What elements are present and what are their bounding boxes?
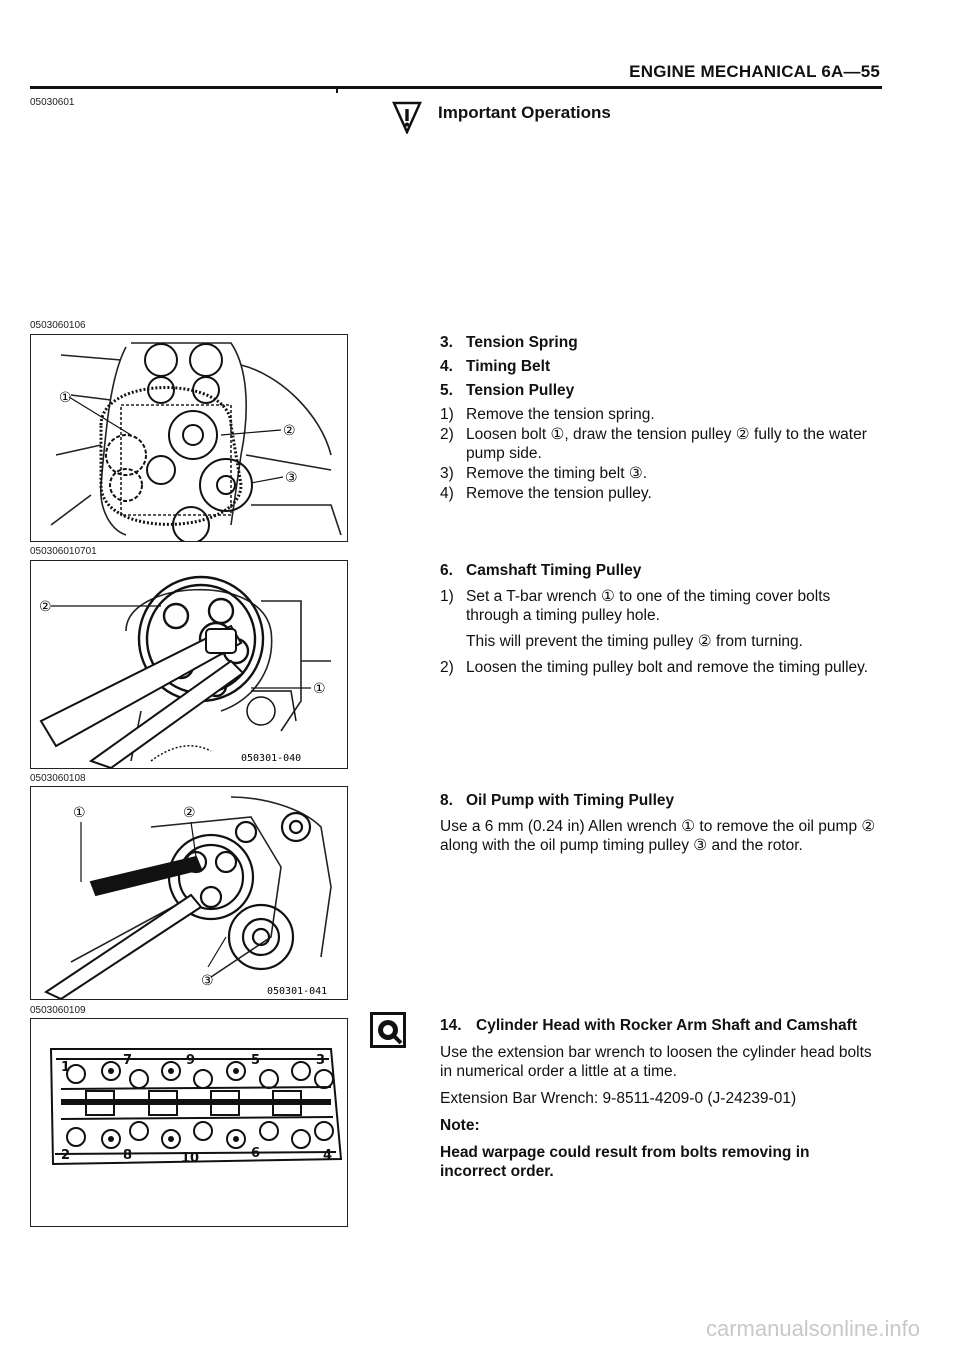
heading-tension-pulley: 5. Tension Pulley xyxy=(440,382,575,399)
figure-code: 050306010701 xyxy=(30,546,97,557)
figure-code: 0503060109 xyxy=(30,1005,86,1016)
figure-code: 0503060106 xyxy=(30,320,86,331)
oil-pump-section xyxy=(440,791,880,860)
step: 4) Remove the tension pulley. xyxy=(440,485,652,502)
step: 1) Set a T-bar wrench ① to one of the timing cover bolts through a timing pulley hole. xyxy=(440,588,831,624)
step-note: This will prevent the timing pulley ② from turning. xyxy=(466,633,803,650)
bolt-order-label: 8 xyxy=(123,1148,133,1163)
callout-2: ② xyxy=(183,805,196,821)
tool-spec: Extension Bar Wrench: 9-8511-4209-0 (J-24239-01) xyxy=(440,1090,797,1107)
bolt-order-label: 6 xyxy=(251,1146,261,1161)
bolt-order-label: 7 xyxy=(123,1053,133,1068)
page-header-title: ENGINE MECHANICAL 6A—55 xyxy=(629,62,880,81)
bolt-order-label: 1 xyxy=(61,1060,71,1075)
heading-oil-pump: 8. Oil Pump with Timing Pulley xyxy=(440,792,675,809)
watermark: carmanualsonline.info xyxy=(705,1316,920,1341)
bolt-order-label: 4 xyxy=(323,1148,333,1163)
callout-3: ③ xyxy=(201,973,214,989)
note-text: Head warpage could result from bolts removing in incorrect order. xyxy=(440,1144,810,1180)
figure-camshaft-pulley xyxy=(30,560,348,769)
heading-timing-belt: 4. Timing Belt xyxy=(440,358,551,375)
figure-label: 050301-041 xyxy=(267,986,328,997)
section-title: Important Operations xyxy=(438,103,611,122)
header-rule xyxy=(30,86,882,89)
bolt-order-label: 9 xyxy=(186,1053,196,1068)
heading-camshaft-timing-pulley: 6. Camshaft Timing Pulley xyxy=(440,562,642,579)
cylinder-head-section xyxy=(440,1016,880,1186)
heading-tension-spring: 3. Tension Spring xyxy=(440,334,578,351)
figure-timing-belt xyxy=(30,334,348,542)
note-label: Note: xyxy=(440,1117,480,1134)
step: 3) Remove the timing belt ③. xyxy=(440,465,648,482)
tension-section xyxy=(440,333,880,503)
callout-1: ① xyxy=(73,805,86,821)
callout-1: ① xyxy=(59,390,72,406)
callout-2: ② xyxy=(39,599,52,615)
step: 2) Loosen the timing pulley bolt and remove the timing pulley. xyxy=(440,659,869,676)
special-tool-icon xyxy=(370,1012,406,1053)
warning-triangle-icon xyxy=(392,100,422,139)
bolt-order-label: 3 xyxy=(316,1053,326,1068)
figure-cylinder-head xyxy=(30,1018,348,1227)
figure-label: 050301-040 xyxy=(241,753,302,764)
heading-cylinder-head: 14. Cylinder Head with Rocker Arm Shaft and Camshaft xyxy=(440,1017,857,1034)
document-code: 05030601 xyxy=(30,97,75,108)
figure-code: 0503060108 xyxy=(30,773,86,784)
bolt-order-label: 10 xyxy=(181,1151,200,1166)
cylinder-head-body: Use the extension bar wrench to loosen the cylinder head bolts in numerical order a little at a time. xyxy=(440,1044,872,1080)
callout-1: ① xyxy=(313,681,326,697)
camshaft-section xyxy=(440,561,880,677)
bolt-order-label: 5 xyxy=(251,1053,261,1068)
bolt-order-label: 2 xyxy=(61,1148,71,1163)
step: 1) Remove the tension spring. xyxy=(440,406,655,423)
header-tick xyxy=(336,86,338,93)
callout-2: ② xyxy=(283,423,296,439)
step: 2) Loosen bolt ①, draw the tension pulley ② fully to the water pump side. xyxy=(440,426,867,462)
callout-3: ③ xyxy=(285,470,298,486)
figure-oil-pump xyxy=(30,786,348,1000)
oil-pump-body: Use a 6 mm (0.24 in) Allen wrench ① to remove the oil pump ② along with the oil pump timing pulley ③ and the rotor. xyxy=(440,818,876,854)
